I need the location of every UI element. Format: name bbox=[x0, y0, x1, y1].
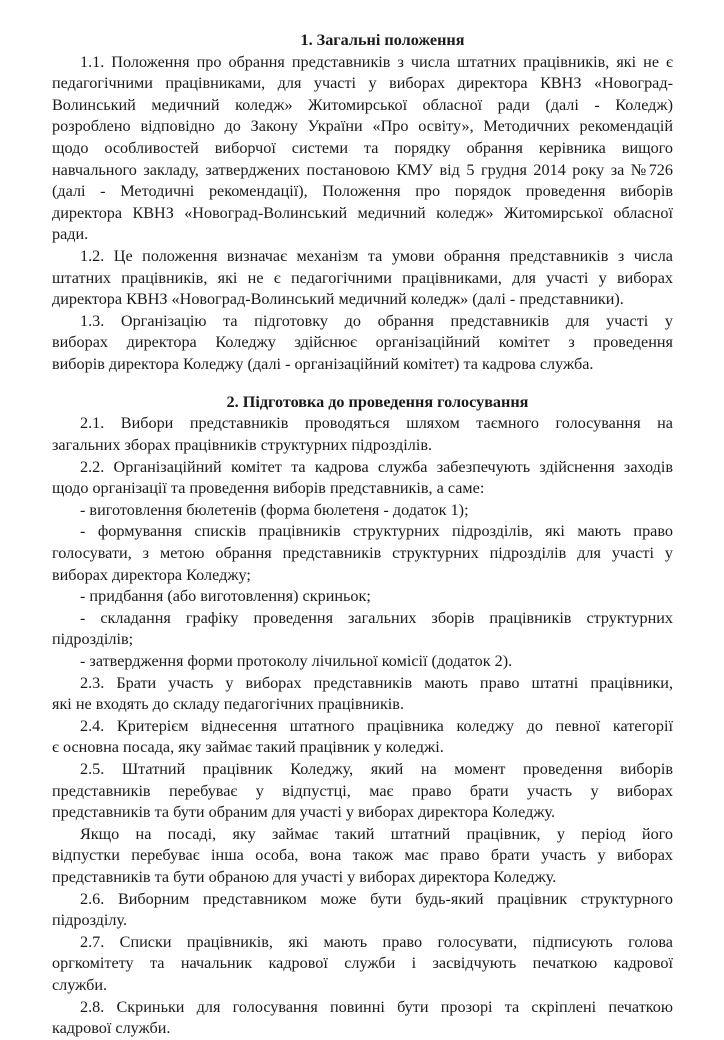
paragraph-p2-3 bbox=[52, 673, 673, 716]
text-line: - виготовлення бюлетенів (форма бюлетеня - додаток 1); bbox=[80, 500, 469, 519]
paragraph-p2-4 bbox=[52, 716, 673, 759]
text-line: 1.3. Організацію та підготовку до обрання представників для участі у bbox=[80, 311, 673, 330]
paragraph-p2-6 bbox=[52, 889, 673, 932]
text-line: представників та бути обраною для участі у виборах директора Коледжу. bbox=[52, 867, 557, 886]
paragraph-p1-1 bbox=[52, 52, 673, 246]
text-line: голосувати, з метою обрання представників структурних підрозділів для участі у bbox=[52, 544, 673, 563]
paragraph-p2-8 bbox=[52, 997, 673, 1040]
text-line: розроблено відповідно до Закону України «Про освіту», Методичних рекомендацій bbox=[52, 117, 673, 136]
text-line: 1.1. Положення про обрання представників з числа штатних працівників, які не є bbox=[80, 52, 673, 71]
text-line: підрозділу. bbox=[52, 911, 128, 930]
text-line: навчального закладу, затверджених постановою КМУ від 5 грудня 2014 року за №726 bbox=[52, 160, 673, 179]
paragraph-b5 bbox=[52, 651, 673, 673]
text-line: які не входять до складу педагогічних працівників. bbox=[52, 695, 404, 714]
text-line: Волинський медичний коледж» Житомирської обласної ради (далі - Коледж) bbox=[52, 95, 673, 114]
text-line: є основна посада, яку займає такий працівник у коледжі. bbox=[52, 738, 444, 757]
text-line: щодо особливостей виборчої системи та порядку обрання керівника вищого bbox=[52, 138, 673, 157]
section-heading-general-provisions: 1. Загальні положення bbox=[300, 31, 465, 49]
section-heading-voting-preparation: 2. Підготовка до проведення голосування bbox=[226, 392, 529, 411]
text-line: ради. bbox=[52, 225, 89, 244]
text-line: директора КВНЗ «Новоград-Волинський медичний коледж» (далі - представники). bbox=[52, 290, 624, 309]
text-line: 2.4. Критерієм віднесення штатного працівника коледжу до певної категорії bbox=[80, 716, 673, 735]
section-gap bbox=[52, 376, 673, 392]
text-line: виборах директора Коледжу здійснює організаційний комітет з проведення bbox=[52, 333, 673, 352]
text-line: виборах директора Коледжу; bbox=[52, 565, 251, 584]
section-general-provisions bbox=[52, 52, 673, 376]
paragraph-p1-3 bbox=[52, 311, 673, 376]
text-line: 2.5. Штатний працівник Коледжу, який на момент проведення виборів bbox=[80, 759, 673, 778]
text-line: відпустки перебуває інша особа, вона також має право брати участь у виборах bbox=[52, 846, 673, 865]
text-line: щодо організації та проведення виборів представників, а саме: bbox=[52, 479, 485, 498]
text-line: служби. bbox=[52, 975, 108, 994]
text-line: 2.1. Вибори представників проводяться шляхом таємного голосування на bbox=[80, 414, 673, 433]
document-page bbox=[52, 30, 673, 1040]
text-line: 2.8. Скриньки для голосування повинні бути прозорі та скріплені печаткою bbox=[80, 997, 673, 1016]
paragraph-b3 bbox=[52, 586, 673, 608]
text-line: представників та бути обраним для участі у виборах директора Коледжу. bbox=[52, 803, 556, 822]
text-line: 2.6. Виборним представником може бути будь-який працівник структурного bbox=[80, 889, 673, 908]
text-line: директора КВНЗ «Новоград-Волинський медичний коледж» Житомирської обласної bbox=[52, 203, 673, 222]
text-line: представників перебуває у відпустці, має право брати участь у виборах bbox=[52, 781, 673, 800]
text-line: виборів директора Коледжу (далі - організаційний комітет) та кадрова служба. bbox=[52, 354, 594, 373]
text-line: 2.3. Брати участь у виборах представників мають право штатні працівники, bbox=[80, 673, 673, 692]
text-line: - складання графіку проведення загальних зборів працівників структурних bbox=[80, 608, 673, 627]
paragraph-b2 bbox=[52, 521, 673, 586]
text-line: кадрової служби. bbox=[52, 1019, 171, 1038]
text-line: (далі - Методичні рекомендації), Положення про порядок проведення виборів bbox=[52, 182, 673, 201]
text-line: 2.7. Списки працівників, які мають право голосувати, підписують голова bbox=[80, 932, 673, 951]
text-line: педагогічними працівниками, для участі у виборах директора КВНЗ «Новоград- bbox=[52, 74, 673, 93]
text-line: - затвердження форми протоколу лічильної комісії (додаток 2). bbox=[80, 652, 513, 671]
text-line: 1.2. Це положення визначає механізм та умови обрання представників з числа bbox=[80, 246, 673, 265]
paragraph-p1-2 bbox=[52, 246, 673, 311]
paragraph-p2-5 bbox=[52, 759, 673, 824]
text-line: - формування списків працівників структурних підрозділів, які мають право bbox=[80, 522, 673, 541]
text-line: загальних зборах працівників структурних підрозділів. bbox=[52, 436, 433, 455]
paragraph-p2-7 bbox=[52, 932, 673, 997]
paragraph-p2-5b bbox=[52, 824, 673, 889]
text-line: Якщо на посаді, яку займає такий штатний працівник, у період його bbox=[80, 824, 673, 843]
paragraph-p2-1 bbox=[52, 413, 673, 456]
section-voting-preparation bbox=[52, 413, 673, 1039]
paragraph-b4 bbox=[52, 608, 673, 651]
text-line: - придбання (або виготовлення) скриньок; bbox=[80, 587, 371, 606]
text-line: 2.2. Організаційний комітет та кадрова служба забезпечують здійснення заходів bbox=[80, 457, 673, 476]
text-line: підрозділів; bbox=[52, 630, 134, 649]
text-line: штатних працівників, які не є педагогічними працівниками, для участі у виборах bbox=[52, 268, 673, 287]
text-line: оргкомітету та начальник кадрової служби і засвідчують печаткою кадрової bbox=[52, 954, 673, 973]
paragraph-p2-2 bbox=[52, 457, 673, 500]
paragraph-b1 bbox=[52, 500, 673, 522]
